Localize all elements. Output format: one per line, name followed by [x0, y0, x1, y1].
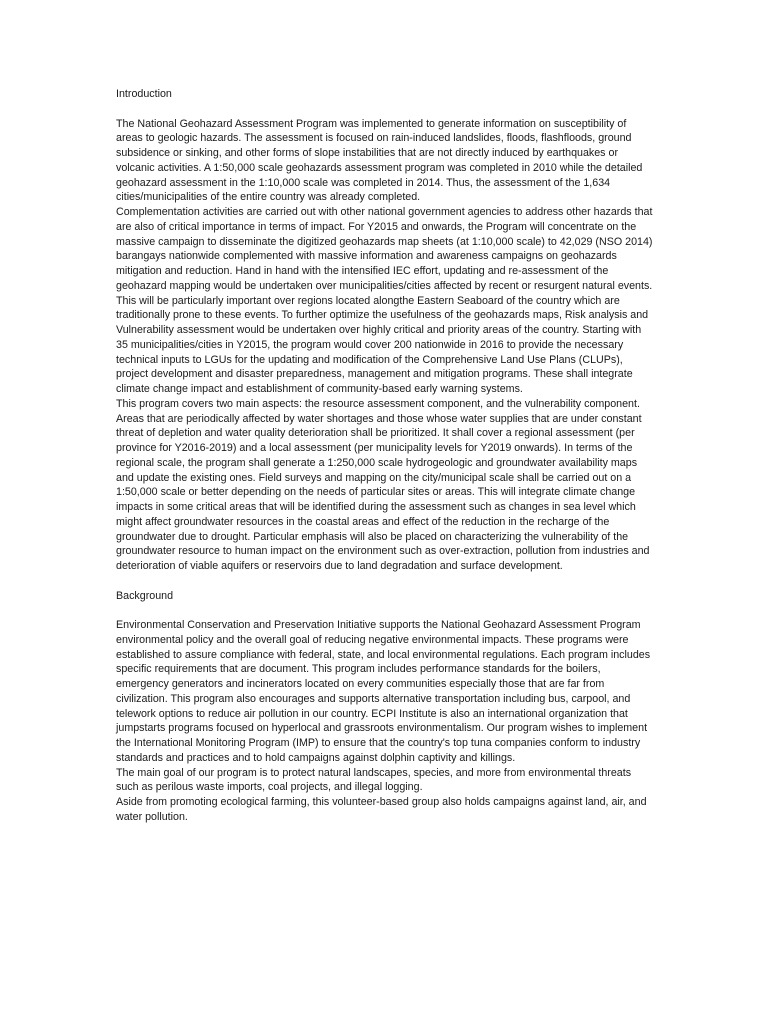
introduction-paragraph-2: Complementation activities are carried out with other national government agencies to address other hazards that are also of critical importance in terms of impact. For Y2015 and onwards, the Program will concentrate on the massive campaign to disseminate the digitized geohazards map sheets (at 1:10,000 scale) to 42,029 (NSO 2014) barangays nationwide complemented with massive information and awareness campaigns on geohazards mitigation and reduction. Hand in hand with the intensified IEC effort, updating and re-assessment of the geohazard mapping would be undertaken over municipalities/cities affected by recent or resurgent natural events. This will be particularly important over regions located alongthe Eastern Seaboard of the country which are traditionally prone to these events. To further optimize the usefulness of the geohazards maps, Risk analysis and Vulnerability assessment would be undertaken over highly critical and priority areas of the country. Starting with 35 municipalities/cities in Y2015, the program would cover 200 nationwide in 2016 to provide the necessary technical inputs to LGUs for the updating and modification of the Comprehensive Land Use Plans (CLUPs), project development and disaster preparedness, management and mitigation programs. These shall integrate climate change impact and establishment of community-based early warning systems. [116, 206, 653, 395]
introduction-heading: Introduction [116, 88, 172, 100]
background-paragraph-2: The main goal of our program is to protect natural landscapes, species, and more from environmental threats such as perilous waste imports, coal projects, and illegal logging. [116, 766, 632, 794]
introduction-paragraph-3: This program covers two main aspects: the resource assessment component, and the vulnerability component. Areas that are periodically affected by water shortages and those whose water supplies that are under constant threat of depletion and water quality deterioration shall be prioritized. It shall cover a regional assessment (per province for Y2016-2019) and a local assessment (per municipality levels for Y2019 onwards). In terms of the regional scale, the program shall generate a 1:250,000 scale hydrogeologic and groundwater availability maps and update the existing ones. Field surveys and mapping on the city/municipal scale shall be carried out on a 1:50,000 scale or better depending on the needs of particular sites or areas. This will integrate climate change impacts in some critical areas that will be identified during the assessment such as changes in sea level which might affect groundwater resources in the coastal areas and effect of the reduction in the recharge of the groundwater due to drought. Particular emphasis will also be placed on characterizing the vulnerability of the groundwater resource to human impact on the environment such as over-extraction, pollution from industries and deterioration of viable aquifers or reservoirs due to land degradation and surface development. [116, 397, 650, 572]
background-paragraph-1: Environmental Conservation and Preservation Initiative supports the National Geohazard Assessment Program environmental policy and the overall goal of reducing negative environmental impacts. These programs were established to assure compliance with federal, state, and local environmental regulations. Each program includes specific requirements that are document. This program includes performance standards for the boilers, emergency generators and incinerators located on every communities especially those that are far from civilization. This program also encourages and supports alternative transportation including bus, carpool, and telework options to reduce air pollution in our country. ECPI Institute is also an international organization that jumpstarts programs focused on hyperlocal and grassroots environmentalism. Our program wishes to implement the International Monitoring Program (IMP) to ensure that the country's top tuna companies conform to industry standards and practices and to hold campaigns against dolphin captivity and killings. [116, 619, 651, 764]
spacer [116, 603, 654, 618]
introduction-paragraph-1: The National Geohazard Assessment Program was implemented to generate information on susceptibility of areas to geologic hazards. The assessment is focused on rain-induced landslides, floods, flashfloods, ground subsidence or sinking, and other forms of slope instabilities that are not directly induced by earthquakes or volcanic activities. A 1:50,000 scale geohazards assessment program was completed in 2010 while the detailed geohazard assessment in the 1:10,000 scale was completed in 2014. Thus, the assessment of the 1,634 cities/municipalities of the entire country was already completed. [116, 117, 643, 204]
document-page [116, 87, 654, 825]
spacer [116, 102, 654, 117]
background-heading: Background [116, 589, 174, 602]
background-paragraph-3: Aside from promoting ecological farming, this volunteer-based group also holds campaigns against land, air, and water pollution. [116, 796, 647, 823]
